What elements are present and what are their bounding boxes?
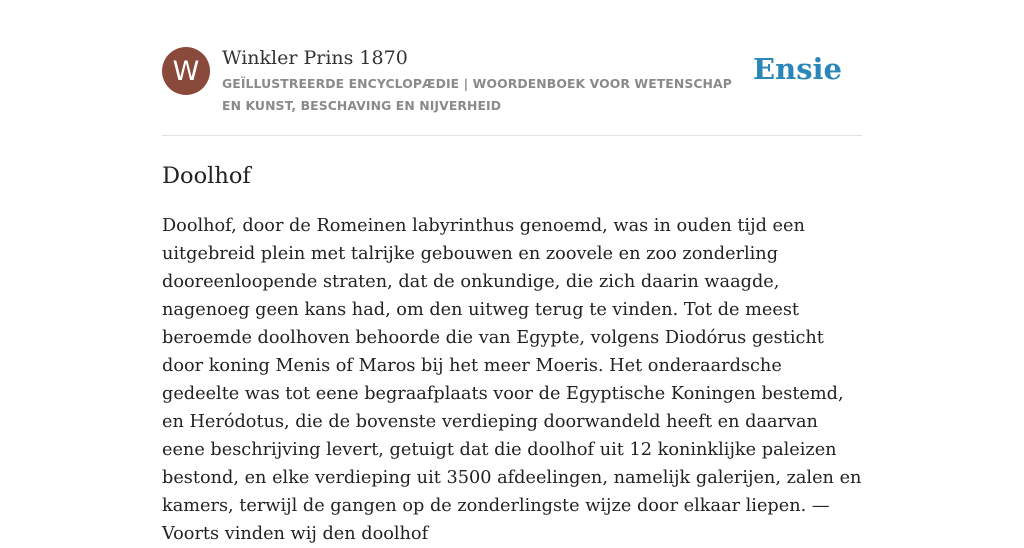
article (162, 136, 862, 548)
article-body: Doolhof, door de Romeinen labyrinthus genoemd, was in ouden tijd een uitgebreid plein met talrijke gebouwen en zoovele en zoo zonderling dooreenloopende straten, dat de onkundige, die zich daarin waagde, nagenoeg geen kans had, om den uitweg terug te vinden. Tot de meest beroemde doolhoven behoorde die van Egypte, volgens Diodórus gesticht door koning Menis of Maros bij het meer Moeris. Het onderaardsche gedeelte was tot eene begraafplaats voor de Egyptische Koningen bestemd, en Heródotus, die de bovenste verdieping doorwandeld heeft en daarvan eene beschrijving levert, getuigt dat die doolhof uit 12 koninklijke paleizen bestond, en elke verdieping uit 3500 afdeelingen, namelijk galerijen, zalen en kamers, terwijl de gangen op de zonderlingste wijze door elkaar liepen. — Voorts vinden wij den doolhof (162, 216, 862, 544)
page-container (162, 0, 862, 548)
source-info (222, 44, 752, 117)
brand-logo[interactable]: Ensie (753, 52, 842, 86)
source-header (162, 0, 862, 136)
source-avatar[interactable]: W (162, 47, 210, 95)
source-title[interactable]: Winkler Prins 1870 (222, 47, 408, 69)
source-subtitle: GEÏLLUSTREERDE ENCYCLOPÆDIE | WOORDENBOEK VOOR WETENSCHAP EN KUNST, BESCHAVING EN NIJVERHEID (222, 76, 732, 113)
article-title: Doolhof (162, 163, 251, 189)
